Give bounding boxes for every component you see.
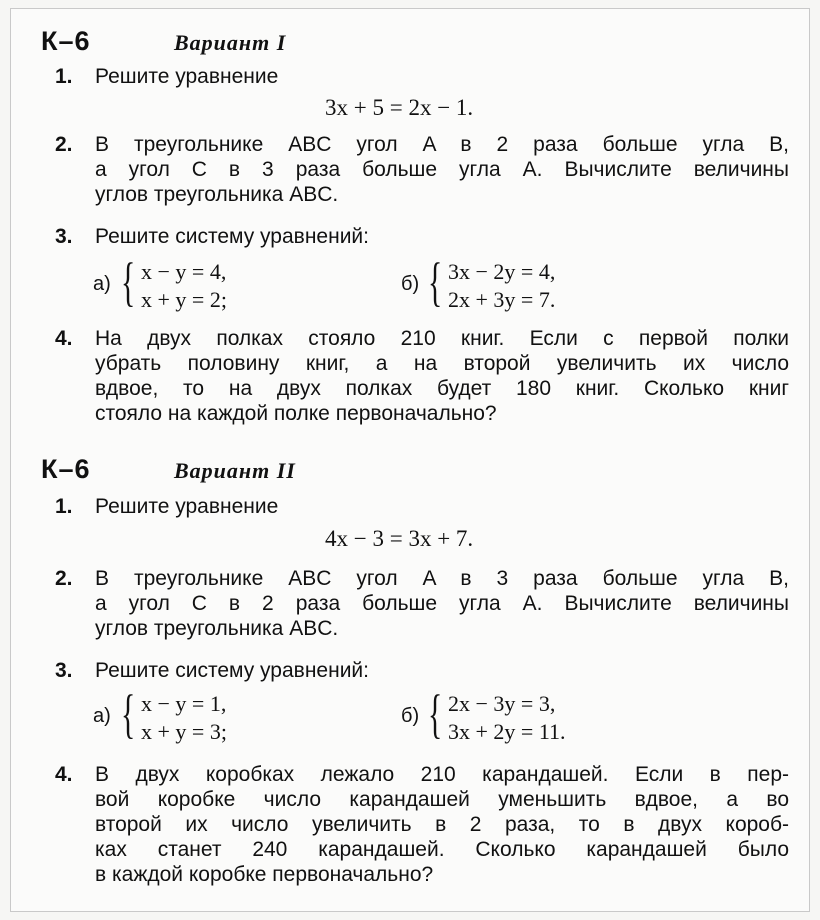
brace-icon: { bbox=[428, 684, 443, 744]
task-line: в каждой коробке первоначально? bbox=[95, 863, 434, 886]
system-b-label: б) bbox=[401, 273, 420, 295]
system-equation: x − y = 1, bbox=[141, 691, 227, 716]
system-a bbox=[141, 258, 227, 314]
task-line: второй их число увеличить в 2 раза, то в двух короб- bbox=[95, 813, 789, 836]
task-number: 1. bbox=[55, 65, 73, 88]
variant-title: Вариант II bbox=[174, 458, 296, 483]
task-line: В треугольнике ABC угол A в 2 раза больше угла B, bbox=[95, 133, 789, 156]
system-b bbox=[448, 258, 555, 314]
task-line: В двух коробках лежало 210 карандашей. Если в пер- bbox=[95, 763, 789, 786]
task-text: Решите уравнение bbox=[95, 495, 279, 518]
test-code: К–6 bbox=[41, 26, 91, 56]
equation: 3x + 5 = 2x − 1. bbox=[325, 95, 474, 120]
system-equation: 2x − 3y = 3, bbox=[448, 691, 556, 716]
task-line: углов треугольника ABC. bbox=[95, 617, 339, 640]
variant-title: Вариант I bbox=[174, 30, 287, 55]
system-equation: 3x − 2y = 4, bbox=[448, 259, 556, 284]
system-a-label: а) bbox=[93, 705, 111, 727]
task-number: 3. bbox=[55, 225, 73, 248]
task-line: стояло на каждой полке первоначально? bbox=[95, 402, 497, 425]
system-equation: 2x + 3y = 7. bbox=[448, 287, 556, 312]
task-line: убрать половину книг, а на второй увеличить их число bbox=[95, 352, 789, 375]
task-line: вой коробке число карандашей уменьшить вдвое, а во bbox=[95, 788, 789, 811]
worksheet-page bbox=[10, 8, 810, 912]
system-equation: x + y = 3; bbox=[141, 719, 227, 744]
task-line: а угол C в 2 раза больше угла A. Вычислите величины bbox=[95, 592, 789, 615]
task-number: 4. bbox=[55, 763, 73, 786]
task-line: вдвое, то на двух полках будет 180 книг. Сколько книг bbox=[95, 377, 789, 400]
system-a bbox=[141, 690, 227, 746]
task-text: Решите систему уравнений: bbox=[95, 659, 369, 682]
equation: 4x − 3 = 3x + 7. bbox=[325, 526, 474, 551]
task-number: 2. bbox=[55, 133, 73, 156]
system-a-label: а) bbox=[93, 273, 111, 295]
task-text: Решите уравнение bbox=[95, 65, 279, 88]
task-line: ках станет 240 карандашей. Сколько карандашей было bbox=[95, 838, 789, 861]
task-number: 4. bbox=[55, 327, 73, 350]
task-text: Решите систему уравнений: bbox=[95, 225, 369, 248]
brace-icon: { bbox=[121, 684, 136, 744]
task-number: 2. bbox=[55, 567, 73, 590]
task-line: На двух полках стояло 210 книг. Если с первой полки bbox=[95, 327, 789, 350]
brace-icon: { bbox=[428, 252, 443, 312]
task-number: 1. bbox=[55, 495, 73, 518]
test-code: К–6 bbox=[41, 454, 91, 484]
system-equation: 3x + 2y = 11. bbox=[448, 719, 566, 744]
task-line: В треугольнике ABC угол A в 3 раза больше угла B, bbox=[95, 567, 789, 590]
task-number: 3. bbox=[55, 659, 73, 682]
system-equation: x − y = 4, bbox=[141, 259, 227, 284]
system-b bbox=[448, 690, 566, 746]
system-b-label: б) bbox=[401, 705, 420, 727]
system-equation: x + y = 2; bbox=[141, 287, 227, 312]
task-line: а угол C в 3 раза больше угла A. Вычислите величины bbox=[95, 158, 789, 181]
brace-icon: { bbox=[121, 252, 136, 312]
task-line: углов треугольника ABC. bbox=[95, 183, 339, 206]
